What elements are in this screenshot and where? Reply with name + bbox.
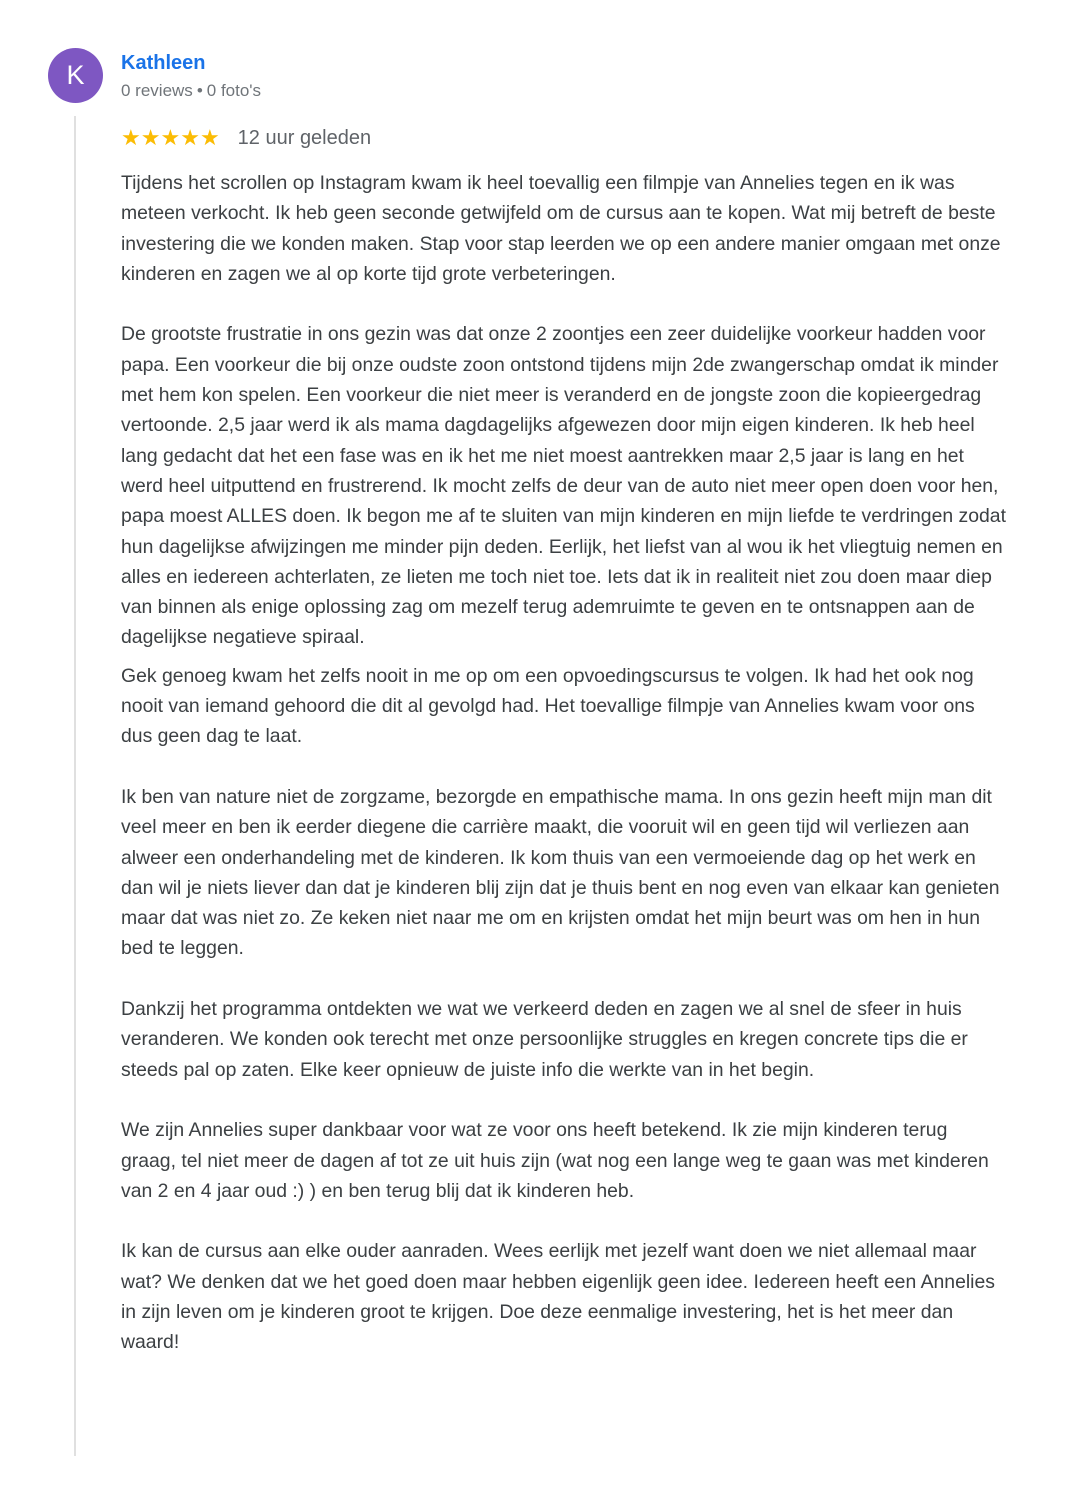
review-paragraph: Gek genoeg kwam het zelfs nooit in me op om een opvoedingscursus te volgen. Ik had het ook nog nooit van iemand gehoord die dit al gevolgd had. Het toevallige filmpje van Annelies kwam voor ons dus geen dag te laat.	[121, 664, 975, 748]
review-paragraph: We zijn Annelies super dankbaar voor wat ze voor ons heeft betekend. Ik zie mijn kinderen terug graag, tel niet meer de dagen af tot ze uit huis zijn (wat nog een lange weg te gaan was met kinderen van 2 en 4 jaar oud :) ) en ben terug blij dat ik kinderen heb.	[121, 1119, 989, 1202]
thread-line	[74, 116, 76, 1456]
star-icon: ★	[199, 125, 220, 150]
review-paragraph: Ik ben van nature niet de zorgzame, bezorgde en empathische mama. In ons gezin heeft mijn man dit veel meer en ben ik eerder diegene die carrière maakt, die vooruit wil en geen tijd wil verliezen aan alweer een onderhandeling met de kinderen. Ik kom thuis van een vermoeiende dag op het werk en dan wil je niets liever dan dat je kinderen blij zijn dat je thuis bent en nog even van elkaar kan genieten maar dat was niet zo. Ze keken niet naar me om en krijsten omdat het mijn beurt was om hen in hun bed te leggen.	[121, 785, 1000, 960]
author-review-count: 0 reviews	[121, 81, 193, 100]
review-paragraph: De grootste frustratie in ons gezin was dat onze 2 zoontjes een zeer duidelijke voorkeur hadden voor papa. Een voorkeur die bij onze oudste zoon ontstond tijdens mijn 2de zwangerschap omdat ik minder met hem kon spelen. Een voorkeur die niet meer is veranderd en de jongste zoon die kopieergedrag vertoonde. 2,5 jaar werd ik als mama dagdagelijks afgewezen door mijn eigen kinderen. Ik heb heel lang gedacht dat het een fase was en ik het me niet moest aantrekken maar 2,5 jaar is lang en het werd heel uitputtend en frustrerend. Ik mocht zelfs de deur van de auto niet meer open doen voor hen, papa moest ALLES doen. Ik begon me af te sluiten van mijn kinderen en mijn liefde te verdringen zodat hun dagelijkse afwijzingen me minder pijn deden. Eerlijk, het liefst van al wou ik het vliegtuig nemen en alles en iedereen achterlaten, ze lieten me toch niet toe. Iets dat ik in realiteit niet zou doen maar diep van binnen als enige oplossing zag om mezelf terug ademruimte te geven en te ontsnappen aan de dagelijkse negatieve spiraal.	[121, 323, 1006, 649]
star-icon: ★	[180, 125, 200, 150]
star-icon: ★	[140, 125, 161, 150]
review-paragraph: Dankzij het programma ontdekten we wat we verkeerd deden en zagen we al snel de sfeer in huis veranderen. We konden ook terecht met onze persoonlijke struggles en kregen concrete tips die er steeds pal op zaten. Elke keer opnieuw de juiste info die werkte van in het begin.	[121, 998, 968, 1081]
author-photo-count: 0 foto's	[206, 81, 262, 100]
author-name-link[interactable]: Kathleen	[121, 52, 206, 74]
meta-separator: •	[196, 81, 203, 100]
author-meta	[121, 81, 261, 101]
review-paragraph: Ik kan de cursus aan elke ouder aanraden. Wees eerlijk met jezelf want doen we niet allemaal maar wat? We denken dat we het goed doen maar hebben eigenlijk geen idee. Iedereen heeft een Annelies in zijn leven om je kinderen groot te krijgen. Doe deze eenmalige investering, het is het meer dan waard!	[121, 1240, 995, 1354]
avatar-letter: K	[66, 60, 85, 90]
review-time: 12 uur geleden	[237, 126, 372, 149]
star-rating	[121, 127, 220, 149]
avatar[interactable]	[48, 48, 103, 103]
star-icon: ★	[121, 125, 141, 150]
rating-row	[121, 124, 371, 152]
review-paragraph: Tijdens het scrollen op Instagram kwam ik heel toevallig een filmpje van Annelies tegen en ik was meteen verkocht. Ik heb geen seconde getwijfeld om de cursus aan te kopen. Wat mij betreft de beste investering die we konden maken. Stap voor stap leerden we op een andere manier omgaan met onze kinderen en zagen we al op korte tijd grote verbeteringen.	[121, 172, 1001, 285]
star-icon: ★	[160, 125, 181, 150]
review-text	[121, 168, 1006, 1358]
